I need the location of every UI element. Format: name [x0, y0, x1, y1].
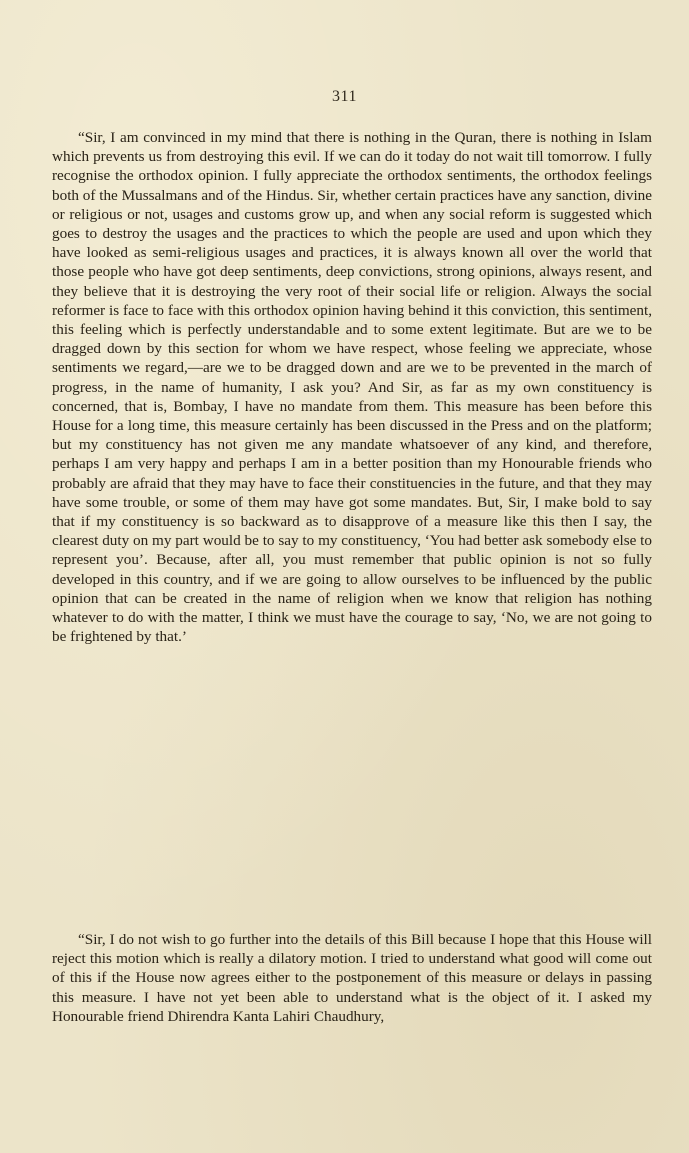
- page-number: 311: [332, 88, 357, 105]
- body-paragraph-1: [52, 128, 652, 646]
- paragraph-text: “Sir, I am convinced in my mind that there is nothing in the Quran, there is nothing in Islam which prevents us from destroying this evil. If we can do it today do not wait till tomorrow. I fully recognise the orthodox opinion. I fully appreciate the orthodox sentiments, the orthodox feelings both of the Mussalmans and of the Hindus. Sir, whether certain practices have any sanction, divine or religious or not, usages and customs grow up, and when any social reform is suggested which goes to destroy the usages and the practices to which the people are used and upon which they have looked as semi-religious usages and practices, it is always known all over the world that those people who have got deep sentiments, deep convictions, strong opinions, always resent, and they believe that it is destroying the very root of their social life or religion. Always the social reformer is face to face with this orthodox opinion having behind it this conviction, this sentiment, this feeling which is perfectly understandable and to some extent legitimate. But are we to be dragged down by this section for whom we have respect, whose feeling we appreciate, whose sentiments we regard,—are we to be dragged down and are we to be prevented in the march of progress, in the name of humanity, I ask you? And Sir, as far as my own constituency is concerned, that is, Bombay, I have no mandate from them. This measure has been before this House for a long time, this measure certainly has been discussed in the Press and on the platform; but my constituency has not given me any mandate whatsoever of any kind, and therefore, perhaps I am very happy and perhaps I am in a better position than my Honourable friends who probably are afraid that they may have to face their constituencies in the future, and that they may have some trouble, or some of them may have got some mandates. But, Sir, I make bold to say that if my constituency is so backward as to disapprove of a measure like this then I say, the clearest duty on my part would be to say to my constituency, ‘You had better ask somebody else to represent you’. Because, after all, you must remember that public opinion is not so fully developed in this country, and if we are going to allow ourselves to be influenced by the public opinion that can be created in the name of religion when we know that religion has nothing whatever to do with the matter, I think we must have the courage to say, ‘No, we are not going to be frightened by that.’: [52, 129, 652, 646]
- paragraph-text: “Sir, I do not wish to go further into the details of this Bill because I hope that this House will reject this motion which is really a dilatory motion. I tried to understand what good will come out of this if the House now agrees either to the postponement of this measure or delays in passing this measure. I have not yet been able to understand what is the object of it. I asked my Honourable friend Dhirendra Kanta Lahiri Chaudhury,: [52, 931, 652, 1025]
- body-paragraph-2: [52, 930, 652, 1026]
